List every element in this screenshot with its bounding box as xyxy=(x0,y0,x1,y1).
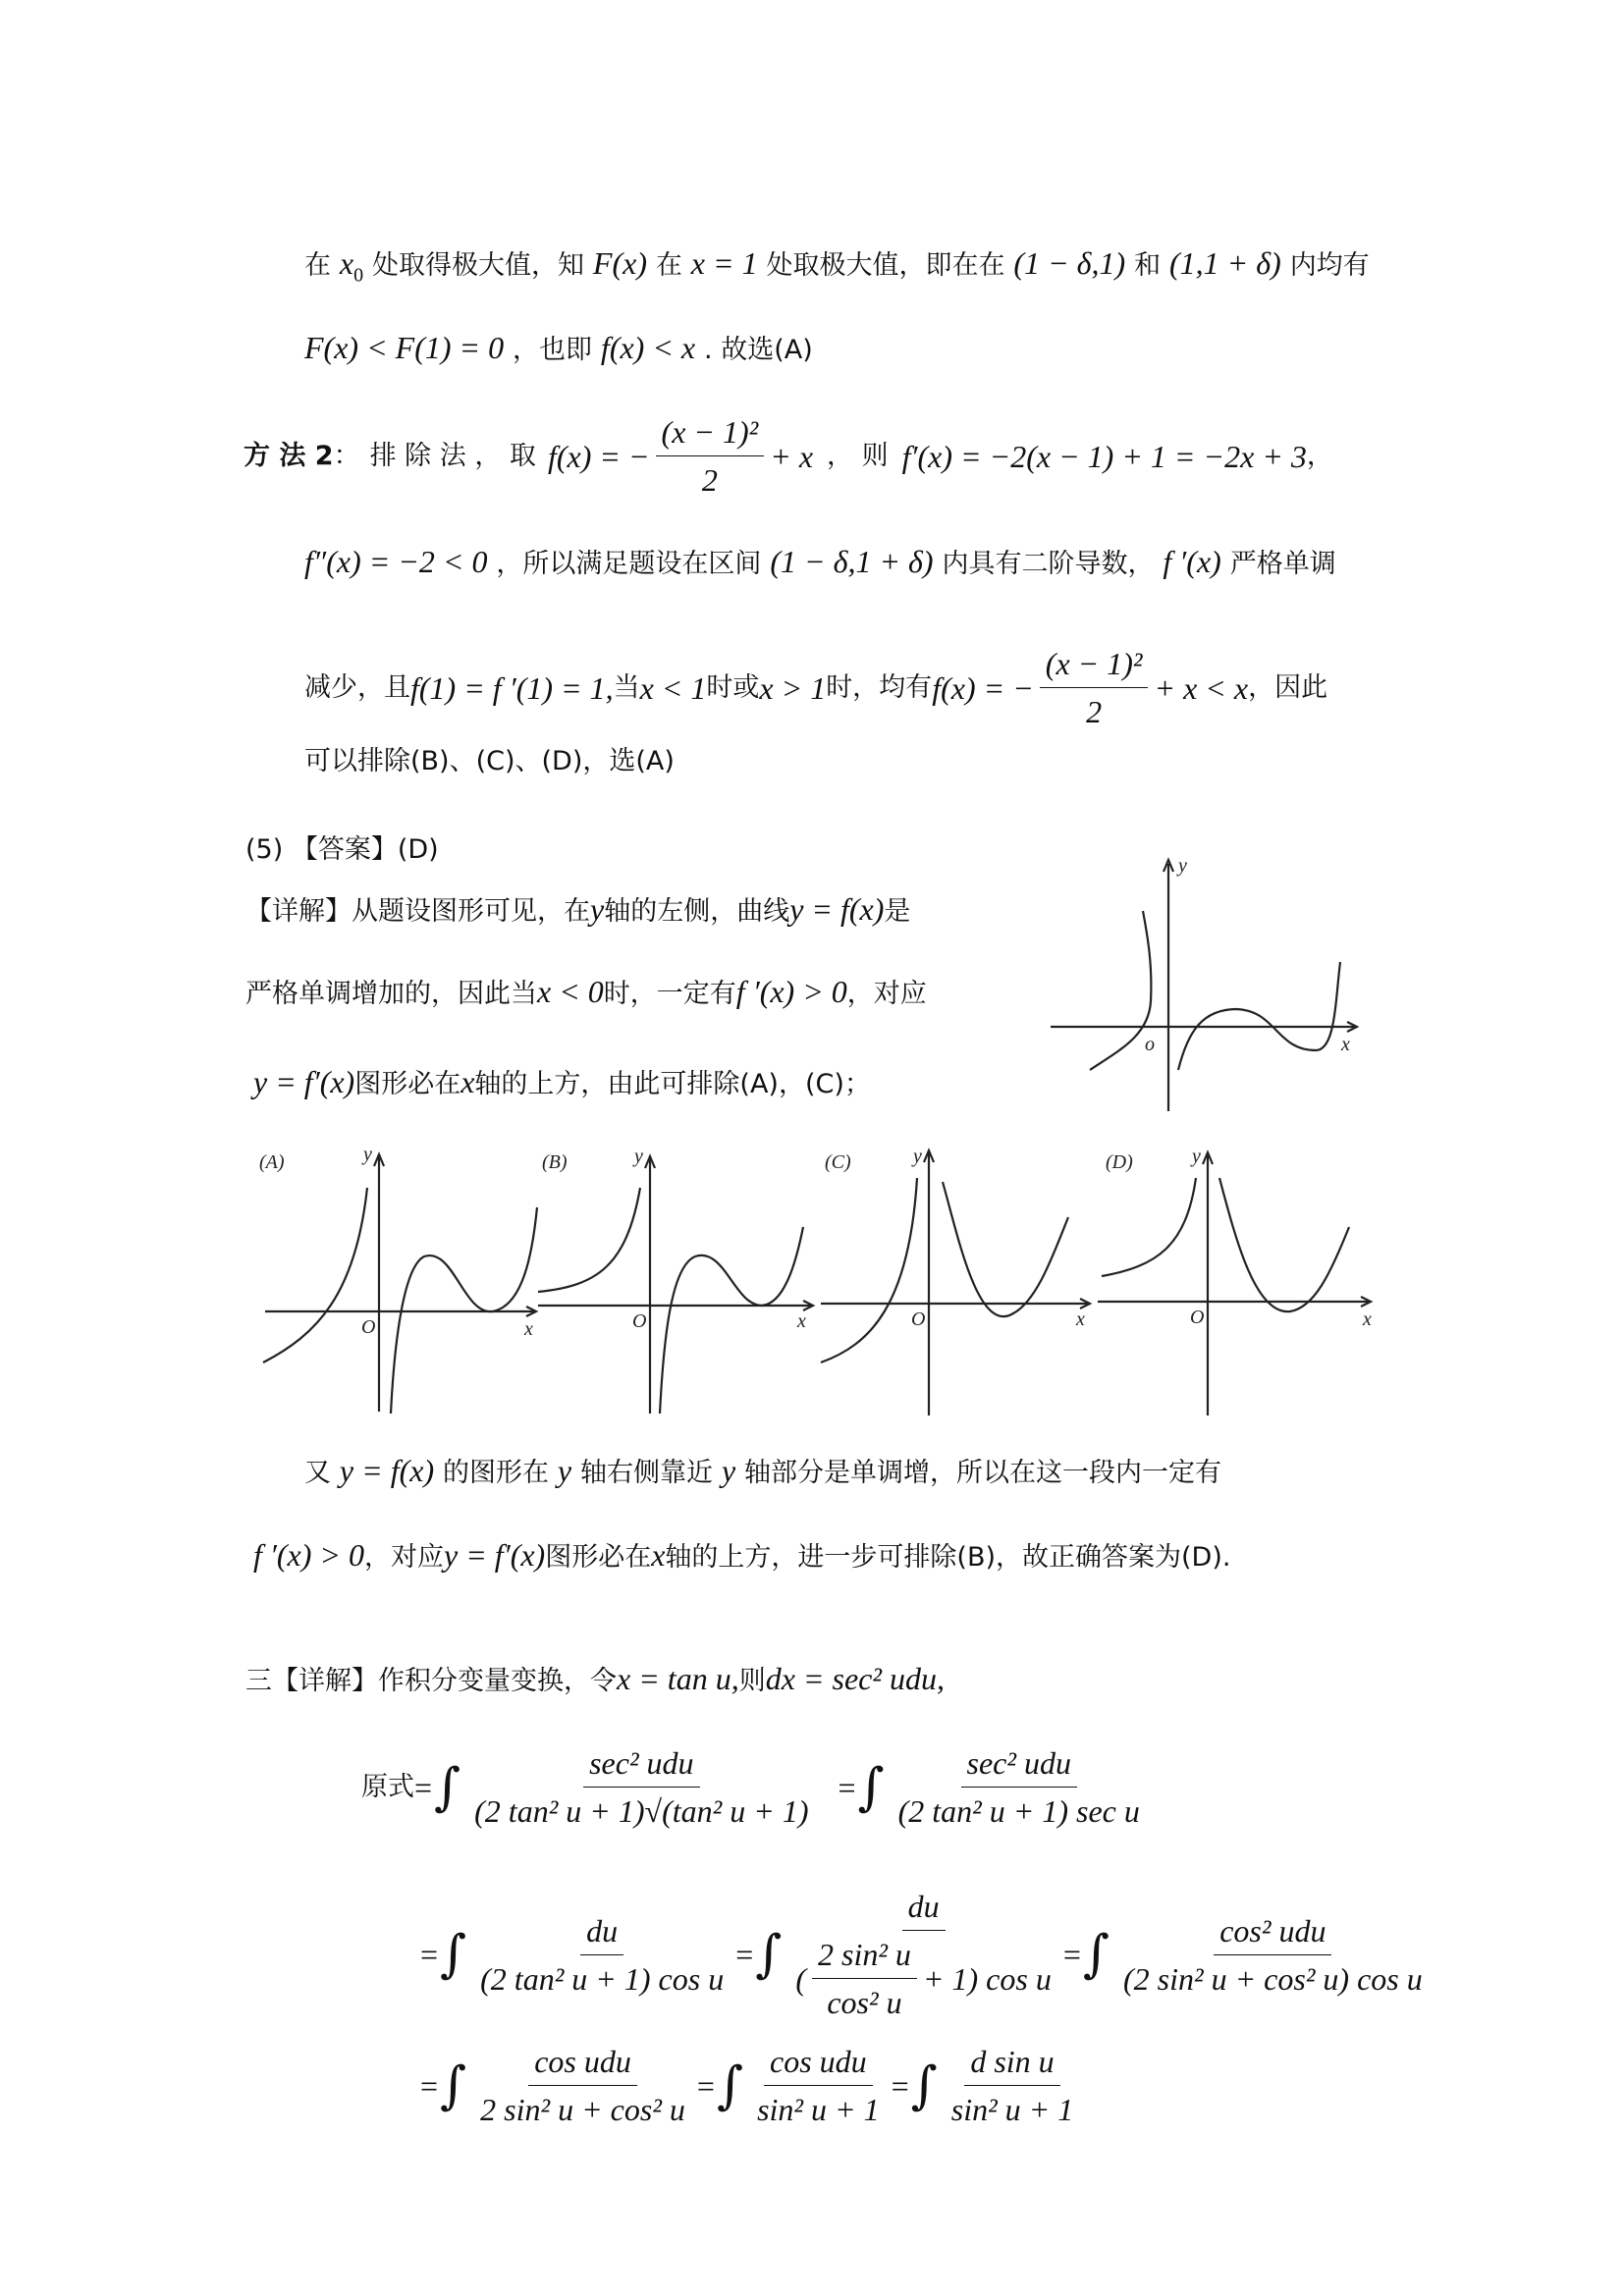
svg-text:x: x xyxy=(1363,1308,1372,1330)
line-exclude: 可以排除(B)、(C)、(D)，选(A) xyxy=(304,746,675,776)
method-2-label: 方 法 2 xyxy=(244,440,334,471)
svg-text:x: x xyxy=(797,1310,806,1332)
detail-line-3: y = f′(x)图形必在x轴的上方，由此可排除(A)，(C)； xyxy=(253,1064,871,1099)
svg-text:(C): (C) xyxy=(825,1151,851,1173)
q5-answer: (5) 【答案】(D) xyxy=(245,834,439,865)
fraction: $\frac{\text{(x − 1)²}}{2}$ xyxy=(656,412,765,500)
svg-text:y: y xyxy=(634,1146,643,1167)
graph-x-label: x xyxy=(1341,1034,1350,1055)
option-graph-b xyxy=(538,1139,823,1423)
graph-o-label: o xyxy=(1145,1034,1155,1055)
detail-line-4: 又 y = f(x) 的图形在 y 轴右侧靠近 y 轴部分是单调增，所以在这一段内一定有 xyxy=(304,1453,1222,1488)
svg-text:(A): (A) xyxy=(259,1151,285,1173)
section-3-line: 三【详解】作积分变量变换，令x = tan u,则dx = sec² udu, xyxy=(245,1661,945,1696)
graph-y-equals-f xyxy=(1041,854,1365,1119)
line-method-2: 方 法 2 ： 排 除 法 ， 取 f(x) = − $\frac{\text{(x − 1)²}}{2}$ + x ， 则 f′(x) = −2(x − 1) + 1 = −2x + 3 ， xyxy=(244,414,1333,498)
integral-line-2: = ∫ $\frac{du}{\text{(2 tan² u + 1) cos u}}$ = ∫ du ( $\frac{\text{2 sin² u}}{\text{cos² u}}$ + 1) cos u = ∫ $\frac{\text{cos² udu}}{\text{(2 sin² u + cos² u) cos u}}$ xyxy=(420,1889,1423,2020)
option-graph-a xyxy=(257,1139,542,1423)
svg-text:y: y xyxy=(913,1146,922,1167)
svg-text:O: O xyxy=(911,1308,926,1330)
line-decreasing: 减少，且 f(1) = f ′(1) = 1, 当 x < 1 时或 x > 1 时，均有 f(x) = − $\frac{\text{(x − 1)²}}{2}$ + x < x ，因此 xyxy=(304,646,1328,729)
svg-text:O: O xyxy=(1190,1307,1205,1328)
line-conclusion-a: F(x) < F(1) = 0 ，也即 f(x) < x . 故选(A) xyxy=(304,330,813,365)
detail-line-1: 【详解】从题设图形可见，在y轴的左侧，曲线y = f(x)是 xyxy=(245,891,911,927)
integral-line-1: 原式 = ∫ $\frac{\text{sec² udu}}{\text{(2 tan² u + 1)√(tan² u + 1)}}$ = ∫ $\frac{\text{sec² udu}}{\text{(2 tan² u + 1) sec u}}$ xyxy=(361,1745,1140,1829)
graph-y-label: y xyxy=(1178,855,1187,877)
integral-line-3: = ∫ $\frac{\text{cos udu}}{\text{2 sin² u + cos² u}}$ = ∫ $\frac{\text{cos udu}}{\text{sin² u + 1}}$ = ∫ $\frac{\text{d sin u}}{\text{sin² u + 1}}$ xyxy=(420,2044,1074,2127)
line-extremum: 在 $x_0$ 处取得极大值，知 F(x) 在 x = 1 处取极大值，即在在 (1 − δ,1) 和 (1,1 + δ) 内均有 xyxy=(304,245,1370,287)
line-second-derivative: f″(x) = −2 < 0 ，所以满足题设在区间 (1 − δ,1 + δ) 内具有二阶导数， f ′(x) 严格单调 xyxy=(304,544,1336,579)
detail-line-2: 严格单调增加的，因此当x < 0时，一定有f ′(x) > 0，对应 xyxy=(245,974,927,1009)
option-graph-c xyxy=(821,1139,1106,1423)
x0-var: $x_0$ xyxy=(339,245,364,287)
fraction: $\frac{\text{(x − 1)²}}{2}$ xyxy=(1040,644,1149,731)
detail-line-5: f ′(x) > 0，对应y = f′(x)图形必在x轴的上方，进一步可排除(B)，故正确答案为(D). xyxy=(253,1537,1231,1573)
svg-text:y: y xyxy=(1192,1146,1201,1167)
svg-text:y: y xyxy=(363,1144,372,1165)
svg-text:x: x xyxy=(524,1318,533,1340)
svg-text:(B): (B) xyxy=(542,1151,568,1173)
svg-text:(D): (D) xyxy=(1106,1151,1133,1173)
curve-f-right xyxy=(1178,962,1340,1070)
svg-text:O: O xyxy=(361,1316,376,1338)
curve-f xyxy=(1090,911,1151,1070)
option-graph-d xyxy=(1098,1139,1392,1423)
svg-text:O: O xyxy=(632,1310,647,1332)
svg-text:x: x xyxy=(1076,1308,1085,1330)
